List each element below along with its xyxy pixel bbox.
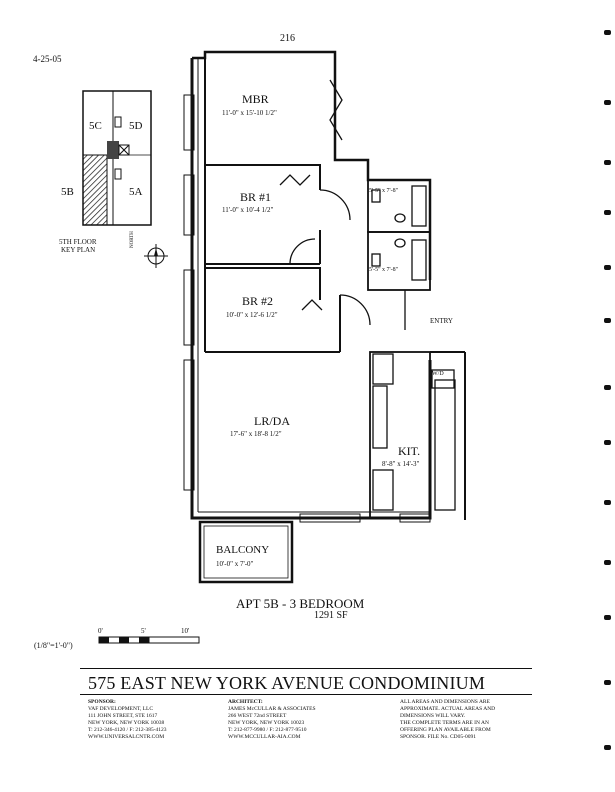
building-title: 575 EAST NEW YORK AVENUE CONDOMINIUM	[88, 673, 486, 693]
sponsor-line: 111 JOHN STREET, STE 1617	[88, 713, 158, 719]
plan-date: 4-25-05	[33, 54, 62, 64]
unit-5c-label: 5C	[89, 120, 102, 132]
room-name-br1: BR #1	[240, 190, 272, 204]
punch-mark	[604, 745, 611, 750]
square-feet: 1291 SF	[314, 610, 348, 621]
disclaimer-line: SPONSOR. FILE No. CD05-0091	[400, 734, 476, 740]
architect-line: T: 212-877-9980 / F: 212-877-9510	[228, 727, 307, 733]
punch-mark	[604, 160, 611, 165]
sponsor-line: VAF DEVELOPMENT, LLC	[88, 706, 154, 712]
scale-bar	[98, 635, 202, 645]
scale-tick-0: 0'	[98, 627, 103, 635]
key-plan-caption-2: KEY PLAN	[61, 246, 96, 254]
sponsor-line: SPONSOR:	[88, 699, 116, 705]
punch-mark	[604, 210, 611, 215]
disclaimer-line: APPROXIMATE. ACTUAL AREAS AND	[400, 706, 496, 712]
room-dims-lrda: 17'-6" x 18'-8 1/2"	[230, 430, 282, 438]
room-dims-br2: 10'-0" x 12'-6 1/2"	[226, 311, 278, 319]
room-name-lrda: LR/DA	[254, 414, 290, 428]
punch-mark	[604, 500, 611, 505]
unit-5b-label: 5B	[61, 186, 74, 198]
unit-5d-label: 5D	[129, 120, 143, 132]
bath-dims-2: 5'-5" x 7'-8"	[369, 267, 399, 273]
unit-5b-highlight	[83, 155, 107, 225]
sponsor-line: WWW.UNIVERSALCNTR.COM	[88, 734, 165, 740]
punch-mark	[604, 560, 611, 565]
punch-mark	[604, 30, 611, 35]
bath-dims-1: 5'-5" x 7'-8"	[369, 188, 399, 194]
disclaimer-line: ALL AREAS AND DIMENSIONS ARE	[400, 699, 490, 705]
sponsor-block	[88, 699, 167, 741]
disclaimer-block	[400, 699, 495, 741]
entry-label: ENTRY	[430, 317, 453, 325]
punch-mark	[604, 615, 611, 620]
architect-line: JAMES McCULLAR & ASSOCIATES	[228, 706, 316, 712]
architect-line: WWW.MCCULLAR-AIA.COM	[228, 734, 301, 740]
punch-mark	[604, 265, 611, 270]
disclaimer-line: DIMENSIONS WILL VARY.	[400, 713, 466, 719]
apartment-title: APT 5B - 3 BEDROOM	[236, 596, 365, 611]
wd-label: W/D	[432, 371, 444, 377]
room-name-br2: BR #2	[242, 294, 274, 308]
floor-plan	[180, 40, 470, 600]
room-name-mbr: MBR	[242, 92, 269, 106]
architect-line: ARCHITECT:	[228, 699, 263, 705]
architect-line: 266 WEST 72nd STREET	[228, 713, 287, 719]
punch-mark	[604, 100, 611, 105]
punch-mark	[604, 680, 611, 685]
disclaimer-line: THE COMPLETE TERMS ARE IN AN	[400, 720, 489, 726]
punch-mark	[604, 318, 611, 323]
page-number: 216	[280, 33, 295, 44]
architect-line: NEW YORK, NEW YORK 10023	[228, 720, 305, 726]
sponsor-line: T: 212-346-4120 / F: 212-385-4123	[88, 727, 167, 733]
room-dims-kit: 8'-8" x 14'-3"	[382, 460, 420, 468]
room-name-kit: KIT.	[398, 444, 421, 458]
title-rule-bottom	[80, 694, 532, 695]
north-arrow-icon	[136, 240, 172, 274]
sponsor-line: NEW YORK, NEW YORK 10038	[88, 720, 165, 726]
scale-tick-5: 5'	[141, 627, 146, 635]
architect-block	[228, 699, 316, 741]
room-name-balcony: BALCONY	[216, 544, 270, 556]
unit-5a-label: 5A	[129, 186, 143, 198]
scale-ratio: (1/8"=1'-0")	[34, 641, 73, 650]
disclaimer-line: OFFERING PLAN AVAILABLE FROM	[400, 727, 491, 733]
punch-mark	[604, 385, 611, 390]
key-plan-caption-1: 5TH FLOOR	[59, 238, 97, 246]
room-dims-mbr: 11'-0" x 15'-10 1/2"	[222, 109, 277, 117]
room-dims-balcony: 10'-0" x 7'-0"	[216, 560, 254, 568]
room-dims-br1: 11'-0" x 10'-4 1/2"	[222, 206, 274, 214]
scale-tick-10: 10'	[181, 627, 190, 635]
punch-mark	[604, 440, 611, 445]
title-rule-top	[80, 668, 532, 669]
north-label: NORTH	[130, 231, 135, 248]
